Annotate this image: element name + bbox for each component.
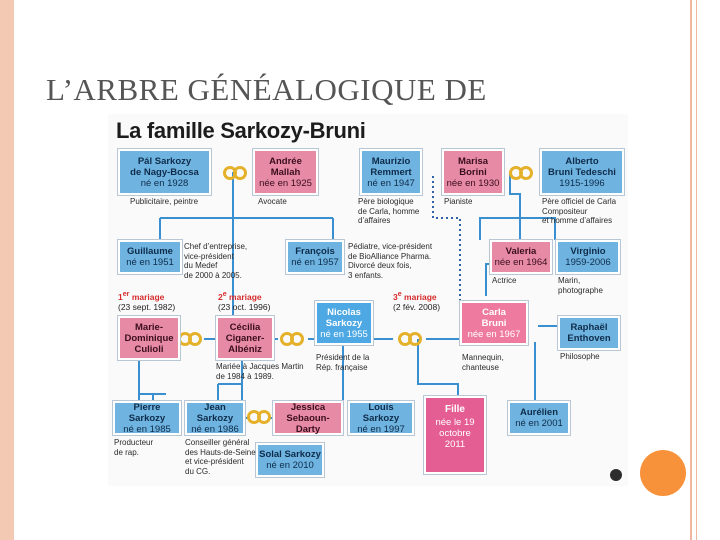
note-cecilia — [216, 362, 304, 381]
person-marie-dominique-culioli — [118, 316, 180, 360]
person-name: Mallah — [270, 166, 301, 178]
person-name: Marisa — [457, 155, 489, 167]
marriage-rank: 2e mariage — [218, 290, 262, 302]
wedding-rings-icon — [280, 332, 306, 346]
note-line: Père biologique — [358, 197, 414, 206]
person-date: née le 19 octobre 2011 — [435, 417, 475, 450]
family-tree-figure — [108, 114, 628, 486]
marriage-rank: 3e mariage — [393, 290, 437, 302]
person-date: né en 1951 — [126, 257, 174, 268]
person-nicolas-sarkozy — [315, 301, 373, 345]
person-name: Pál Sarkozy — [137, 155, 192, 167]
person-name: Raphaël — [570, 322, 608, 333]
person-pierre-sarkozy — [113, 401, 181, 435]
person-name: Jessica — [290, 401, 326, 413]
person-date: né en 2010 — [266, 460, 314, 471]
note-virginio — [558, 276, 603, 295]
person-solal-sarkozy — [256, 443, 324, 477]
note-line: de BioAlliance Pharma. — [348, 251, 432, 261]
note-line: Marin, — [558, 276, 581, 285]
wedding-rings-icon — [247, 410, 273, 424]
person-name: Solal Sarkozy — [259, 449, 321, 460]
marriage-date: (23 oct. 1996) — [218, 301, 271, 312]
note-line: Rép. française — [316, 362, 368, 372]
wedding-rings-icon — [178, 332, 204, 346]
person-louis-sarkozy — [348, 401, 414, 435]
note-line: Divorcé deux fois, — [348, 261, 412, 270]
person-date: 1959-2006 — [565, 257, 611, 268]
publisher-logo — [610, 469, 622, 481]
person-name: Marie- — [135, 321, 163, 333]
biological-father-link — [433, 176, 460, 304]
note-line: du CG. — [185, 466, 211, 476]
slide-left-border — [0, 0, 14, 540]
person-name: Louis Sarkozy — [362, 401, 400, 424]
note-jean — [185, 438, 256, 476]
person-date: né en 1947 — [367, 177, 415, 189]
person-name: Fille — [444, 404, 465, 415]
note-line: chanteuse — [462, 362, 499, 372]
note-line: de Carla, homme — [358, 206, 420, 216]
person-name: Albéniz — [228, 343, 262, 355]
marriage-label-first — [118, 289, 175, 312]
person-name: Sebaoun-Darty — [286, 412, 330, 435]
slide-right-border — [690, 0, 692, 540]
note-raphael — [560, 352, 600, 362]
person-raphael-enthoven — [558, 316, 620, 350]
figure-title: La famille Sarkozy-Bruni — [116, 118, 366, 143]
note-maurizio — [358, 197, 419, 226]
person-cecilia-ciganer-albeniz — [216, 316, 274, 360]
note-line: d’affaires — [358, 216, 391, 225]
person-name: Cécilia — [229, 321, 261, 333]
person-name: Dominique — [124, 332, 174, 344]
note-line: de 1984 à 1989. — [216, 371, 274, 381]
person-date: née en 1967 — [467, 328, 521, 340]
note-line: Pianiste — [444, 197, 473, 206]
link-m3-fille — [418, 339, 458, 396]
person-name: Sarkozy — [325, 317, 363, 329]
person-name: Maurizio — [371, 155, 411, 167]
person-name: Bruni Tedeschi — [548, 166, 616, 178]
note-pal — [130, 197, 198, 207]
note-andree — [258, 197, 287, 207]
person-pal-sarkozy — [118, 149, 211, 195]
note-line: Producteur — [114, 438, 154, 447]
person-name: Valeria — [505, 246, 537, 257]
note-line: de rap. — [114, 447, 139, 457]
person-jean-sarkozy — [185, 401, 245, 435]
person-name: Bruni — [481, 317, 507, 329]
person-virginio — [556, 240, 620, 274]
note-line: Publicitaire, peintre — [130, 197, 199, 206]
person-name: de Nagy-Bocsa — [130, 166, 199, 178]
note-line: vice-président — [184, 251, 234, 261]
note-line: et vice-président — [185, 457, 244, 466]
person-name: Culioli — [134, 343, 164, 355]
note-pierre — [114, 438, 153, 457]
marriage-date: (2 fév. 2008) — [393, 301, 441, 312]
person-name: Andrée — [269, 155, 302, 167]
person-name: Jean Sarkozy — [196, 401, 234, 424]
marriage-label-second — [218, 289, 270, 312]
person-guillaume — [118, 240, 182, 274]
person-date: né en 1955 — [320, 328, 368, 340]
person-date: né en 1985 — [123, 423, 171, 435]
person-name: Guillaume — [127, 246, 173, 257]
person-name: Aurélien — [519, 407, 558, 418]
note-alberto — [542, 197, 616, 226]
person-francois — [286, 240, 344, 274]
person-name: Remmert — [370, 166, 412, 178]
person-alberto-bruni-tedeschi — [540, 149, 624, 195]
note-line: 3 enfants. — [348, 270, 384, 280]
person-date: né en 1986 — [191, 423, 239, 435]
note-line: Pédiatre, vice-président — [348, 242, 433, 251]
marriage-date: (23 sept. 1982) — [118, 301, 176, 312]
note-marisa — [444, 197, 472, 207]
note-line: Président de la — [316, 353, 370, 362]
person-date: née en 1964 — [494, 257, 548, 268]
person-maurizio-remmert — [360, 149, 422, 195]
person-name: Ciganer- — [225, 332, 265, 344]
note-line: Compositeur — [542, 206, 588, 216]
person-date: née en 1930 — [446, 177, 500, 189]
person-name: Virginio — [570, 246, 606, 257]
note-guillaume — [184, 242, 247, 280]
person-andree-mallah — [253, 149, 318, 195]
person-date: 1915-1996 — [559, 177, 605, 189]
wedding-rings-icon — [223, 166, 249, 180]
person-name: François — [295, 246, 335, 257]
note-line: Conseiller général — [185, 438, 250, 447]
decorative-orange-circle — [640, 450, 686, 496]
person-name: Pierre Sarkozy — [128, 401, 166, 424]
note-line: Avocate — [258, 197, 287, 206]
person-date: né en 1957 — [291, 257, 339, 268]
person-date: né en 2001 — [515, 418, 563, 429]
person-name: Enthoven — [567, 333, 611, 344]
marriage-label-third — [393, 289, 440, 312]
note-nicolas — [316, 353, 369, 372]
note-line: et homme d’affaires — [542, 216, 613, 225]
person-jessica-sebaoun-darty — [273, 401, 343, 435]
person-date: né en 1928 — [140, 177, 189, 189]
wedding-rings-icon — [398, 332, 424, 346]
note-line: de 2000 à 2005. — [184, 270, 242, 280]
person-name: Borini — [459, 166, 487, 178]
note-line: Mannequin, — [462, 353, 504, 362]
note-line: du Medef — [184, 261, 218, 270]
slide-right-border-inner — [696, 0, 697, 540]
note-valeria — [492, 276, 516, 286]
person-name: Alberto — [565, 155, 599, 167]
person-valeria — [490, 240, 552, 274]
person-name: Nicolas — [327, 306, 361, 318]
family-links — [139, 172, 558, 418]
note-line: photographe — [558, 285, 603, 295]
person-marisa-borini — [442, 149, 504, 195]
person-date: née en 1925 — [259, 177, 312, 189]
person-name: Carla — [482, 306, 506, 318]
note-line: Chef d’entreprise, — [184, 242, 248, 251]
note-line: Philosophe — [560, 352, 600, 361]
person-aurelien — [508, 401, 570, 435]
note-line: Mariée à Jacques Martin — [216, 362, 304, 371]
note-carla — [462, 353, 504, 372]
slide-title: L’ARBRE GÉNÉALOGIQUE DE — [46, 72, 487, 107]
marriage-rank: 1er mariage — [118, 290, 165, 302]
note-line: Père officiel de Carla — [542, 197, 617, 206]
person-date: né en 1997 — [357, 423, 405, 435]
person-fille — [424, 396, 486, 474]
note-line: des Hauts-de-Seine — [185, 447, 256, 457]
note-line: Actrice — [492, 276, 517, 285]
wedding-rings-icon — [509, 166, 535, 180]
note-francois — [348, 242, 432, 280]
person-carla-bruni — [460, 301, 528, 345]
